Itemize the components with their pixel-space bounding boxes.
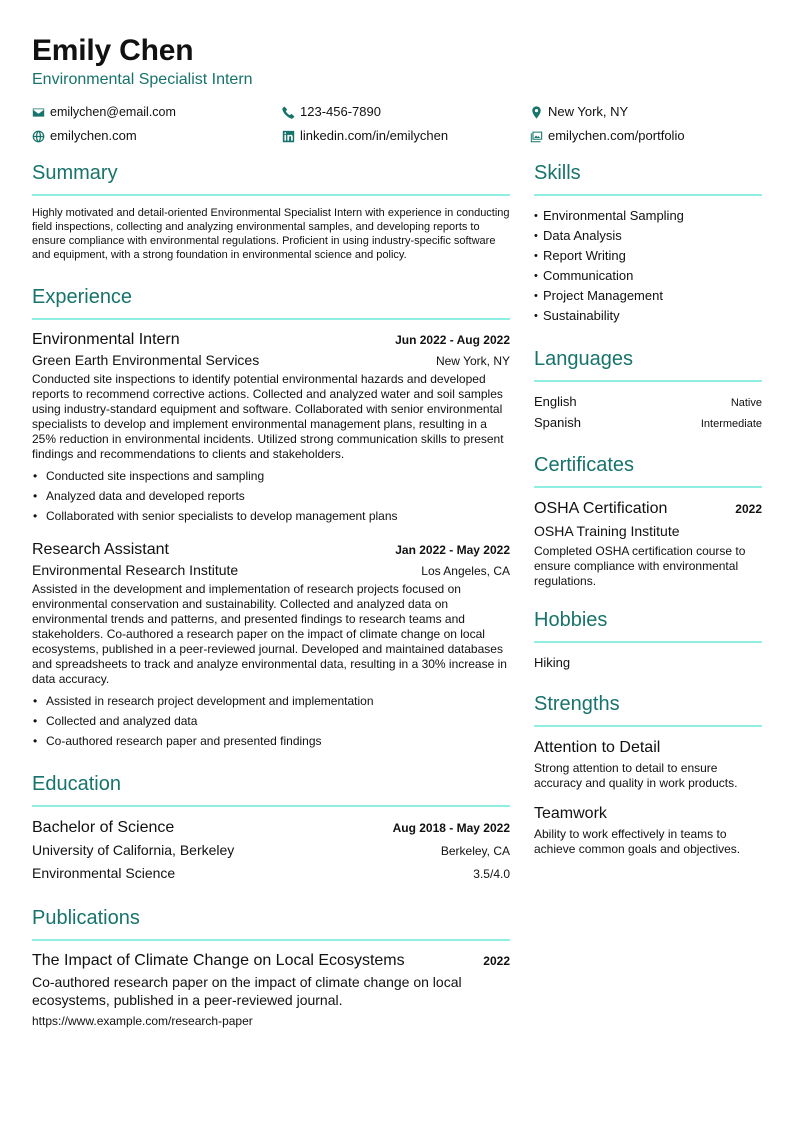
certificate-title: OSHA Certification [534,500,668,517]
portfolio-text: emilychen.com/portfolio [548,128,685,143]
job-description: Conducted site inspections to identify potential environmental hazards and developed reports to recommend corrective actions. Collected and analyzed water and soil samples using industry-standard equipment and software. Collaborated with senior environmental specialists to develop and implement environmental management plans, resulting in a 25% reduction in environmental incidents. Utilized strong communication skills to present findings and recommendations to clients and stakeholders. [32,372,504,461]
hobby-item: Hiking [534,655,571,670]
publications-heading: Publications [32,905,510,941]
skills-section [534,160,762,326]
certificate-year: 2022 [735,502,762,516]
job-company: Environmental Research Institute [32,562,239,578]
gpa: 3.5/4.0 [473,867,510,881]
skill-item: • Sustainability [534,306,762,326]
degree: Bachelor of Science [32,819,175,836]
school-location: Berkeley, CA [440,844,510,858]
skill-item: • Report Writing [534,246,762,266]
certificates-heading: Certificates [534,452,762,488]
job-title: Research Assistant [32,541,169,558]
certificate-description: Completed OSHA certification course to ensure compliance with environmental regulations. [534,544,746,588]
skill-item: • Data Analysis [534,226,762,246]
skills-heading: Skills [534,160,762,196]
skill-item: • Project Management [534,286,762,306]
job-bullets [32,691,510,751]
experience-heading: Experience [32,284,510,320]
phone-icon [282,106,295,119]
summary-heading: Summary [32,160,510,196]
contact-email[interactable] [32,104,176,120]
job-company: Green Earth Environmental Services [32,352,260,368]
job-description: Assisted in the development and implementation of research projects focused on environmental conservation and sustainability. Collected and analyzed data on environmental trends and patterns, and presented findings to research teams and stakeholders. Co-authored a research paper on the impact of climate change on local ecosystems, published in a peer-reviewed journal. Developed and maintained databases and spreadsheets to track and analyze environmental data, resulting in a 30% increase in data accuracy. [32,582,507,686]
hobbies-section [534,607,762,673]
publication-description: Co-authored research paper on the impact of climate change on local ecosystems, published in a peer-reviewed journal. [32,974,462,1008]
strength-title: Attention to Detail [534,739,661,756]
contact-website[interactable] [32,128,137,144]
publications-section [32,905,510,1029]
publication-title: The Impact of Climate Change on Local Ecosystems [32,952,405,969]
experience-entry [32,330,510,526]
left-column [32,160,510,1029]
skill-item: • Environmental Sampling [534,206,762,226]
languages-section [534,346,762,434]
hobbies-heading: Hobbies [534,607,762,643]
language-row [534,413,762,434]
email-icon [32,106,45,119]
summary-section [32,160,510,262]
contact-info [32,98,762,154]
email-text: emilychen@email.com [50,105,176,119]
resume-page [32,34,762,1028]
publication-link[interactable]: https://www.example.com/research-paper [32,1014,253,1028]
summary-text: Highly motivated and detail-oriented Environmental Specialist Intern with experience in conducting field inspections, collecting and analyzing environmental samples, and developing reports to ensure compliance with environmental regulations. Proficient in using industry-specific software and equipment, with a strong foundation in environmental science and policy. [32,207,510,261]
languages-heading: Languages [534,346,762,382]
strength-title: Teamwork [534,805,607,822]
strengths-heading: Strengths [534,691,762,727]
location-text: New York, NY [548,104,629,119]
globe-icon [32,130,45,143]
bullet-item: • Collaborated with senior specialists to develop management plans [32,506,510,526]
linkedin-icon [282,130,295,143]
phone-text: 123-456-7890 [300,104,381,119]
bullet-item: • Collected and analyzed data [32,711,510,731]
candidate-title: Environmental Specialist Intern [32,71,253,88]
strength-description: Ability to work effectively in teams to achieve common goals and objectives. [534,827,741,856]
strength-item [534,803,762,857]
skills-list [534,206,762,326]
right-column [534,160,762,857]
job-location: Los Angeles, CA [421,564,510,578]
publication-year: 2022 [483,954,510,968]
portfolio-image-icon [530,130,543,143]
contact-linkedin[interactable] [282,128,448,144]
contact-location [530,104,628,120]
website-text: emilychen.com [50,128,137,143]
job-dates: Jan 2022 - May 2022 [395,543,510,557]
contact-phone[interactable] [282,104,381,120]
location-pin-icon [530,106,543,119]
school: University of California, Berkeley [32,842,235,858]
language-row [534,392,762,413]
certificate-issuer: OSHA Training Institute [534,523,680,539]
education-dates: Aug 2018 - May 2022 [392,821,510,835]
bullet-item: • Analyzed data and developed reports [32,486,510,506]
strength-item [534,737,762,791]
job-location: New York, NY [435,354,510,368]
skill-item: • Communication [534,266,762,286]
language-name: Spanish [534,415,581,430]
language-name: English [534,394,577,409]
job-title: Environmental Intern [32,331,180,348]
strengths-section [534,691,762,857]
experience-entry [32,540,510,751]
linkedin-text: linkedin.com/in/emilychen [300,128,449,143]
language-level: Native [730,397,762,409]
bullet-item: • Assisted in research project development and implementation [32,691,510,711]
field-of-study: Environmental Science [32,865,176,881]
bullet-item: • Conducted site inspections and sampling [32,466,510,486]
contact-portfolio[interactable] [530,128,685,144]
certificates-section [534,452,762,589]
education-section [32,771,510,885]
strength-description: Strong attention to detail to ensure accuracy and quality in work products. [534,761,738,790]
bullet-item: • Co-authored research paper and presented findings [32,731,510,751]
candidate-name: Emily Chen [32,34,194,67]
language-level: Intermediate [700,418,762,430]
experience-section [32,284,510,751]
job-dates: Jun 2022 - Aug 2022 [395,333,510,347]
education-heading: Education [32,771,510,807]
job-bullets [32,466,510,526]
